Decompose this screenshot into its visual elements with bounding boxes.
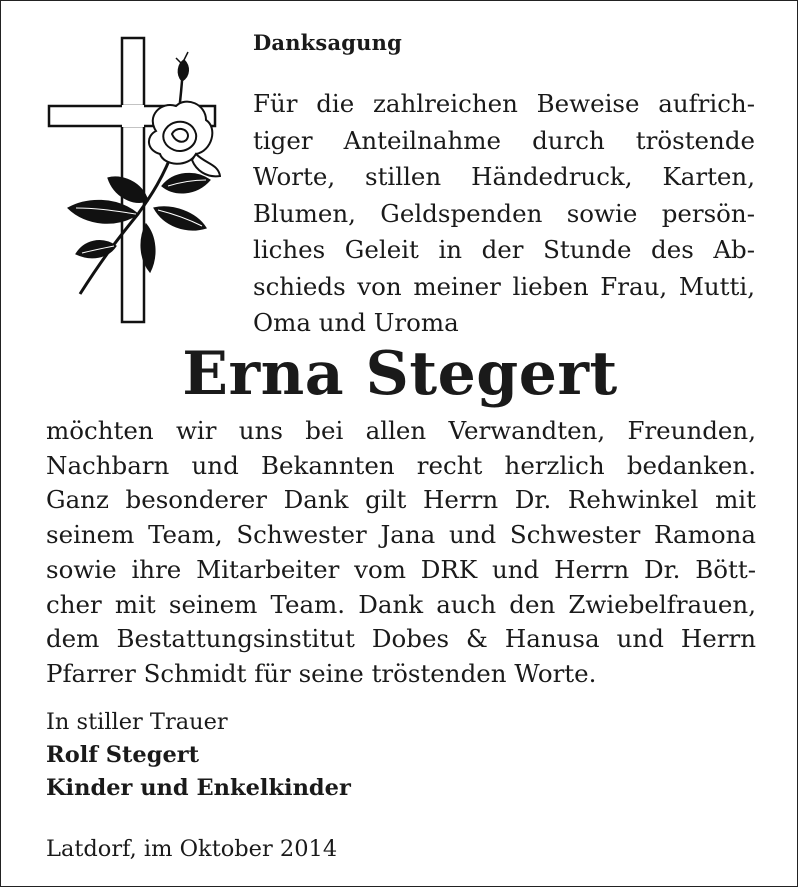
thanks-paragraph [46, 414, 756, 692]
intro-line: tiger Anteilnahme durch tröstende [253, 125, 755, 155]
body-line: sowie ihre Mitarbeiter vom DRK und Herrn Dr. Bött- [46, 554, 756, 584]
intro-line: Für die zahlreichen Beweise aufrich- [253, 89, 755, 118]
intro-paragraph [253, 86, 755, 342]
cross-with-rose-icon [46, 36, 221, 326]
mourning-label: In stiller Trauer [46, 709, 228, 735]
body-line: Ganz besonderer Dank gilt Herrn Dr. Rehwinkel mit [46, 485, 756, 515]
intro-line: schieds von meiner lieben Frau, Mutti, [253, 271, 755, 301]
intro-line: Blumen, Geldspenden sowie persön- [253, 198, 755, 228]
notice-heading: Danksagung [253, 30, 402, 55]
place-date: Latdorf, im Oktober 2014 [46, 836, 338, 862]
signatory-name: Rolf Stegert [46, 742, 200, 768]
deceased-name: Erna Stegert [182, 339, 618, 409]
body-line: dem Bestattungsinstitut Dobes & Hanusa und Herrn [46, 624, 756, 654]
intro-line: liches Geleit in der Stunde des Ab- [253, 235, 755, 264]
intro-line: Oma und Uroma [253, 308, 459, 337]
body-line: Pfarrer Schmidt für seine tröstenden Worte. [46, 658, 597, 688]
body-line: möchten wir uns bei allen Verwandten, Freunden, [46, 416, 756, 445]
intro-line: Worte, stillen Händedruck, Karten, [253, 162, 755, 191]
body-line: Nachbarn und Bekannten recht herzlich bedanken. [46, 450, 756, 480]
signatory-name: Kinder und Enkelkinder [46, 775, 351, 801]
body-line: seinem Team, Schwester Jana und Schwester Ramona [46, 520, 756, 550]
body-line: cher mit seinem Team. Dank auch den Zwiebelfrauen, [46, 589, 756, 619]
signature-block [46, 706, 351, 805]
